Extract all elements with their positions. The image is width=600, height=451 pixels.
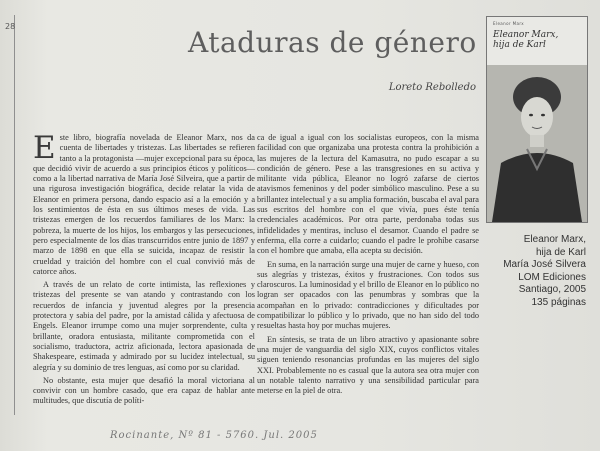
cover-title-line1: Eleanor Marx, [493,30,559,40]
article-title: Ataduras de género [188,26,477,59]
author-byline: Loreto Rebolledo [388,82,476,93]
cover-header [487,17,587,65]
article-column-right [257,133,479,399]
caption-line-5: Santiago, 2005 [518,284,586,295]
paragraph-4: ca de igual a igual con los socialistas europeos, con la misma facilidad con que organizaba una protesta contra la prohibición a las mujeres de la lectura del Kamasutra, no pudo escapar a su condición de género. Pese a las transgresiones en su activa y militante vida pública, Eleanor no logró zafarse de ciertos atavismos femeninos y del poder simbólico masculino. Pese a su brillantez intelectual y a su amplia formación, buscaba el aval para sus escritos del hombre con el que vivía, pues éste tenía credenciales académicos. Por otra parte, perdonaba todas sus infidelidades y mentiras, incluso el desamor. Cuando el padre se enferma, ella corre a cuidarlo; cuando el padre le prohíbe casarse con el hombre que amaba, ella acepta su decisión. [257,133,479,256]
book-caption [498,234,586,309]
handwritten-citation: Rocinante, Nº 81 - 5760. Jul. 2005 [110,430,318,441]
portrait-illustration [487,65,587,222]
cover-portrait-image [487,65,587,222]
drop-cap: E [33,130,56,166]
cover-title [493,30,558,50]
article-column-left [33,130,255,410]
cover-title-line2: hija de Karl [493,40,546,50]
paragraph-2: A través de un relato de corte intimista, las reflexiones y tristezas del presente se van atando y contrastando con los recuerdos de infancia y juventud alegres por la presencia protectora y sabia del padre, por la amistad cálida y afectuosa de Engels. Eleanor irrumpe como una mujer sorprendente, culta y brillante, oradora entusiasta, militante comprometida con el socialismo, traductora, actriz aficionada, lectora apasionada de Shakespeare, estimada y admirado por su lucidez intelectual, su alegría y su dominio de tres lenguas, así como por su claridad. [33,280,255,372]
caption-line-2: hija de Karl [535,246,586,258]
page-number: 28 [5,22,16,31]
paragraph-1-text: ste libro, biografía novelada de Eleanor Marx, nos da cuenta de libertades y tristezas. Las libertades se refieren tanto a la protagonista —mujer excepcional para su época, que decidió vivir de acuerdo a sus principios éticos y políticos— como a la libertad narrativa de María José Silveira, que a partir de una rigurosa investigación biográfica, decide relatar la vida de Eleanor en primera persona, dando espacio así a la emoción y a los sentimientos de ésta en sus últimos meses de vida. Las tristezas emergen de los recuerdos familiares de los Marx: la pobreza, la muerte de los hijos, los embargos y las persecuciones, pero especialmente de los días transcurridos entre junio de 1897 y marzo de 1898 en que ella se suicida, incapaz de resistir la crueldad y traición del hombre con el cual convivió más de catorce años. [33,133,255,276]
caption-line-4: LOM Ediciones [518,271,586,283]
paragraph-3: No obstante, esta mujer que desafió la moral victoriana al convivir con un hombre casado, que era capaz de hablar ante multitudes, que discutía de políti- [33,375,255,406]
caption-line-6: 135 páginas [531,296,586,308]
paragraph-5: En suma, en la narración surge una mujer de carne y hueso, con sus alegrías y tristezas, éxitos y frustraciones. Con todos sus claroscuros. La luminosidad y el brillo de Eleanor en lo público no logran ser opacados con las penumbras y sombras que la acompañan en lo privado: contradicciones y dificultades por compatibilizar lo público y lo privado, que no han sido del todo resueltas hasta hoy por muchas mujeres. [257,259,479,331]
paragraph-6: En síntesis, se trata de un libro atractivo y apasionante sobre una mujer de vanguardia del siglo XIX, cuyos conflictos vitales siguen teniendo resonancias profundas en las mujeres del siglo XXI. Probablemente no es casual que la autora sea otra mujer con un notable talento narrativo y una sensibilidad particular para meterse en la piel de otra. [257,334,479,396]
cover-author: Eleanor Marx [493,21,525,26]
sidebar-rule [14,15,15,415]
caption-line-3: María José Silvera [503,259,586,270]
book-cover [486,16,588,223]
caption-line-1: Eleanor Marx, [523,234,586,245]
paragraph-1 [33,130,255,277]
